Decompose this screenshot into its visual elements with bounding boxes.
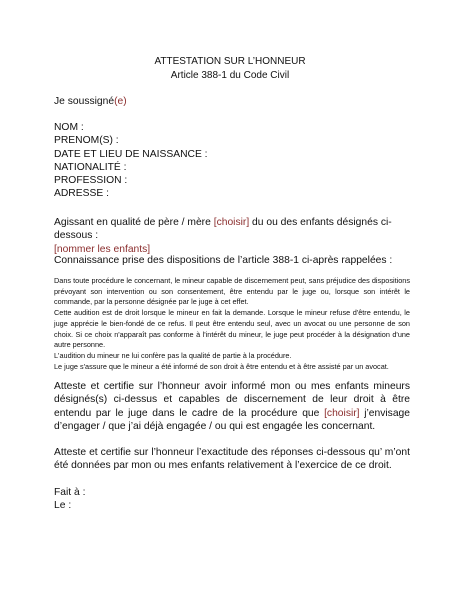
fait-a-field: Fait à : xyxy=(54,487,86,498)
atteste1-text-end: j’envisage d’engager / que j’ai déjà engagée / ou qui est engagée les concernant. xyxy=(54,407,411,432)
connaissance-paragraph: Connaissance prise des dispositions de l’article 388-1 ci-après rappelées : xyxy=(54,255,393,266)
field-profession: PROFESSION : xyxy=(54,175,128,187)
soussigne-line xyxy=(54,95,410,108)
field-nom: NOM : xyxy=(54,122,84,133)
atteste1-text: Atteste et certifie sur l’honneur avoir informé mon ou mes enfants mineurs désignés(s) ci-dessus et capables de discernement de leur droit à être entendu par le juge dans le cadre de la procédure que xyxy=(54,381,410,419)
agissant-text: Agissant en qualité de père / mère xyxy=(54,217,214,228)
date-field: Le : xyxy=(54,500,72,512)
article-paragraph: L'audition du mineur ne lui confère pas la qualité de partie à la procédure. xyxy=(54,350,292,360)
choisir-placeholder[interactable]: [choisir] xyxy=(213,217,250,228)
gender-suffix: (e) xyxy=(114,96,127,107)
field-prenoms: PRENOM(S) : xyxy=(54,135,119,147)
article-text xyxy=(54,276,410,372)
signature-block xyxy=(54,486,410,513)
soussigne-text: Je soussigné xyxy=(54,96,115,107)
document-title: ATTESTATION SUR L’HONNEUR xyxy=(154,56,306,67)
field-adresse: ADRESSE : xyxy=(54,188,109,200)
document-subtitle: Article 388-1 du Code Civil xyxy=(170,70,290,81)
agissant-paragraph xyxy=(54,216,410,256)
article-paragraph: Le juge s'assure que le mineur a été informé de son droit à être entendu et à être assisté par un avocat. xyxy=(54,361,389,371)
field-nationalite: NATIONALITÉ : xyxy=(54,161,127,173)
article-paragraph: Dans toute procédure le concernant, le mineur capable de discernement peut, sans préjudice des dispositions prévoyant son intervention ou son consentement, être entendu par le juge ou, lorsque son intérêt le commande, par la personne désignée par le juge à cet effet. xyxy=(54,276,410,307)
atteste-paragraph-1 xyxy=(54,380,410,433)
agissant-text-end: du ou des enfants désignés ci-dessous : xyxy=(54,217,392,242)
atteste-paragraph-2: Atteste et certifie sur l’honneur l’exactitude des réponses ci-dessous qu’ m’ont été données par mon ou mes enfants relativement à l’exercice de ce droit. xyxy=(54,447,410,472)
identity-fields xyxy=(54,121,410,201)
field-naissance: DATE ET LIEU DE NAISSANCE : xyxy=(54,148,208,160)
article-paragraph: Cette audition est de droit lorsque le mineur en fait la demande. Lorsque le mineur refuse d'être entendu, le juge apprécie le bien-fondé de ce refus. Il peut être entendu seul, avec un avocat ou une personne de son choix. Si ce choix n'apparaît pas conforme à l'intérêt du mineur, le juge peut procéder à la désignation d'une autre personne. xyxy=(54,308,410,350)
choisir-placeholder-2[interactable]: [choisir] xyxy=(324,407,360,419)
enfants-placeholder[interactable]: [nommer les enfants] xyxy=(54,243,151,255)
